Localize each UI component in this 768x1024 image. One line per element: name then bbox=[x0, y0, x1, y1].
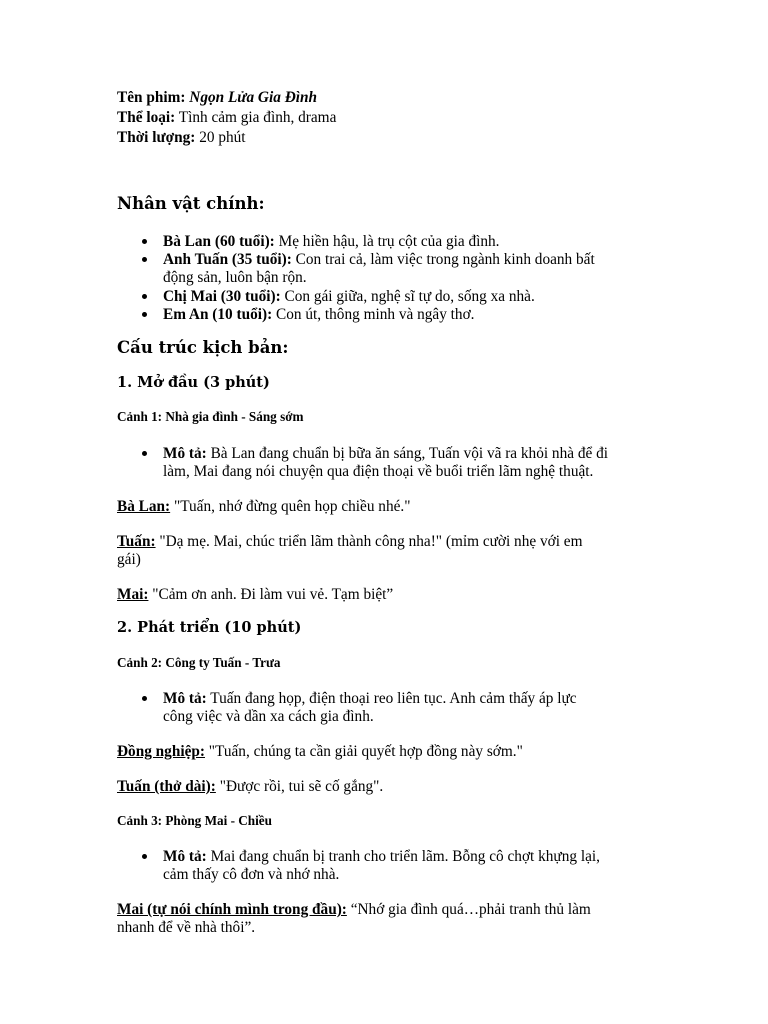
film-title-value: Ngọn Lửa Gia Đình bbox=[189, 89, 318, 106]
description-text: Tuấn đang họp, điện thoại reo liên tục. Anh cảm thấy áp lực bbox=[206, 690, 577, 707]
dialogue-text: "Dạ mẹ. Mai, chúc triển lãm thành công nha!" (mỉm cười nhẹ với em bbox=[155, 533, 583, 550]
description-text-continued: công việc và dần xa cách gia đình. bbox=[163, 708, 374, 725]
genre-line bbox=[117, 108, 336, 127]
character-name: Bà Lan (60 tuổi): bbox=[163, 233, 275, 250]
scene-description bbox=[163, 689, 577, 708]
bullet bbox=[142, 294, 147, 299]
bullet bbox=[142, 696, 147, 701]
character-desc: Con trai cả, làm việc trong ngành kinh doanh bất bbox=[291, 251, 595, 268]
character-desc-continued: động sản, luôn bận rộn. bbox=[163, 269, 307, 286]
speaker-name: Đồng nghiệp: bbox=[117, 743, 205, 760]
dialogue-line bbox=[117, 497, 410, 516]
scene-heading: Cảnh 3: Phòng Mai - Chiều bbox=[117, 813, 272, 828]
dialogue-line bbox=[117, 532, 582, 551]
film-title-line bbox=[117, 88, 317, 107]
character-desc: Con gái giữa, nghệ sĩ tự do, sống xa nhà. bbox=[280, 288, 535, 305]
speaker-name: Mai: bbox=[117, 586, 149, 603]
character-name: Em An (10 tuổi): bbox=[163, 306, 273, 323]
film-title-label: Tên phim: bbox=[117, 89, 186, 106]
character-name: Anh Tuấn (35 tuổi): bbox=[163, 251, 292, 268]
bullet bbox=[142, 239, 147, 244]
scene-description bbox=[163, 444, 608, 463]
speaker-name: Tuấn (thở dài): bbox=[117, 778, 216, 795]
description-text-continued: làm, Mai đang nói chuyện qua điện thoại về buổi triển lãm nghệ thuật. bbox=[163, 463, 594, 480]
character-name: Chị Mai (30 tuổi): bbox=[163, 288, 281, 305]
dialogue-text: "Cảm ơn anh. Đi làm vui vẻ. Tạm biệt” bbox=[148, 586, 394, 603]
bullet bbox=[142, 854, 147, 859]
genre-label: Thể loại: bbox=[117, 109, 176, 126]
description-text-continued: cảm thấy cô đơn và nhớ nhà. bbox=[163, 866, 340, 883]
dialogue-text: “Nhớ gia đình quá…phải tranh thủ làm bbox=[346, 901, 591, 918]
description-label: Mô tả: bbox=[163, 690, 207, 707]
monologue-line bbox=[117, 900, 591, 919]
genre-value: Tình cảm gia đình, drama bbox=[175, 109, 337, 126]
character-item bbox=[163, 232, 499, 251]
dialogue-line bbox=[117, 585, 393, 604]
scene-heading: Cảnh 2: Công ty Tuấn - Trưa bbox=[117, 655, 281, 670]
dialogue-text: "Tuấn, chúng ta cần giải quyết hợp đồng này sớm." bbox=[204, 743, 523, 760]
duration-line bbox=[117, 128, 246, 147]
section-heading: 1. Mở đầu (3 phút) bbox=[117, 374, 270, 391]
dialogue-line bbox=[117, 777, 383, 796]
duration-label: Thời lượng: bbox=[117, 129, 196, 146]
dialogue-text: "Tuấn, nhớ đừng quên họp chiều nhé." bbox=[170, 498, 411, 515]
bullet bbox=[142, 257, 147, 262]
character-item bbox=[163, 250, 595, 269]
description-label: Mô tả: bbox=[163, 445, 207, 462]
dialogue-text-continued: nhanh để về nhà thôi”. bbox=[117, 919, 256, 936]
bullet bbox=[142, 451, 147, 456]
description-label: Mô tả: bbox=[163, 848, 207, 865]
character-item bbox=[163, 287, 535, 306]
speaker-name: Bà Lan: bbox=[117, 498, 171, 515]
scene-heading: Cảnh 1: Nhà gia đình - Sáng sớm bbox=[117, 409, 304, 424]
duration-value: 20 phút bbox=[195, 129, 246, 146]
dialogue-text: "Được rồi, tui sẽ cố gắng". bbox=[215, 778, 384, 795]
speaker-name: Mai (tự nói chính mình trong đầu): bbox=[117, 901, 347, 918]
scene-description bbox=[163, 847, 600, 866]
section-heading: 2. Phát triển (10 phút) bbox=[117, 619, 302, 636]
dialogue-line bbox=[117, 742, 523, 761]
description-text: Bà Lan đang chuẩn bị bữa ăn sáng, Tuấn vội vã ra khỏi nhà để đi bbox=[206, 445, 609, 462]
character-item bbox=[163, 305, 474, 324]
speaker-name: Tuấn: bbox=[117, 533, 156, 550]
character-desc: Con út, thông minh và ngây thơ. bbox=[272, 306, 475, 323]
description-text: Mai đang chuẩn bị tranh cho triển lãm. Bỗng cô chợt khựng lại, bbox=[206, 848, 600, 865]
dialogue-text-continued: gái) bbox=[117, 551, 141, 568]
character-desc: Mẹ hiền hậu, là trụ cột của gia đình. bbox=[274, 233, 500, 250]
bullet bbox=[142, 312, 147, 317]
structure-heading: Cấu trúc kịch bản: bbox=[117, 338, 289, 357]
characters-heading: Nhân vật chính: bbox=[117, 194, 265, 213]
